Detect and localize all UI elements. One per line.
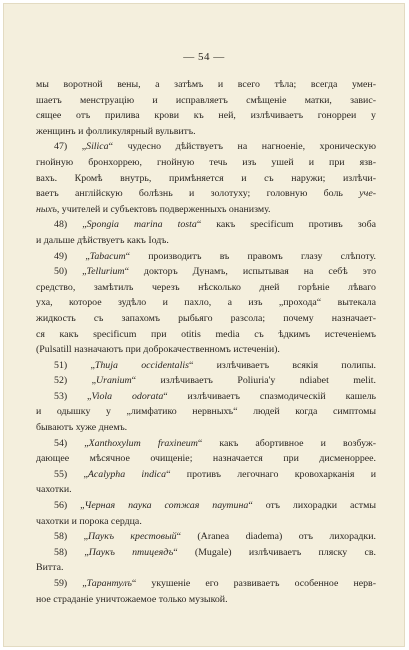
text-line: [36, 311, 376, 327]
text-line: [36, 482, 376, 498]
text-line: [36, 280, 376, 296]
text-segment: “ излѣчиваетъ спазмодическій кашель: [163, 390, 376, 402]
remedy-name: Acalypha indica: [87, 468, 167, 480]
text-segment: бываютъ хуже днемъ.: [36, 422, 128, 434]
text-segment: 55) „: [54, 468, 88, 480]
text-segment: ся какъ specificum при otitis media съ ѣдкимъ истеченіемъ: [36, 328, 376, 340]
text-line: [36, 264, 376, 280]
text-segment: , учителей и субъектовъ подверженныхъ онанизму.: [56, 203, 271, 215]
text-line: [36, 436, 376, 452]
text-segment: “ докторъ Дунамъ, испытывая на себѣ это: [124, 266, 376, 278]
text-line: [36, 498, 376, 514]
text-segment: 47) „: [54, 141, 87, 153]
text-segment: жидкость съ запахомъ рыбьяго разсола; почему назначает-: [36, 312, 376, 324]
text-segment: “ чудесно дѣйствуетъ на нагноеніе, хроническую: [108, 141, 376, 153]
remedy-name: Паукъ птицеядъ: [88, 546, 174, 558]
remedy-name: уче-: [359, 188, 376, 200]
text-segment: 50) „: [54, 266, 87, 278]
text-segment: ваетъ англійскую болѣзнь и золотуху; головную боль: [36, 188, 360, 200]
text-line: [36, 592, 376, 608]
text-line: [36, 233, 376, 249]
text-line: [36, 108, 376, 124]
text-segment: и одышку у „лимфатико нервныхъ“ людей когда симптомы: [36, 406, 376, 418]
text-segment: “ производитъ въ правомъ глазу слѣпоту.: [125, 250, 376, 262]
text-segment: 56) „: [54, 500, 85, 512]
text-segment: “ излѣчиваетъ всякія полипы.: [188, 359, 376, 371]
text-segment: 54) „: [54, 437, 89, 449]
text-segment: 49) „: [54, 250, 90, 262]
remedy-name: Thuja occidentalis: [94, 359, 189, 371]
remedy-name: Viola odorata: [91, 390, 164, 402]
text-line: [36, 451, 376, 467]
text-line: [36, 545, 376, 561]
text-segment: (Pulsatill назначаютъ при доброкачественномъ истеченіи).: [36, 344, 280, 356]
text-line: [36, 560, 376, 576]
remedy-name: Tabacum: [89, 250, 126, 262]
text-segment: ное страданіе уничтожаемое только музыкой.: [36, 593, 228, 605]
text-segment: “ противъ легочнаго кровохарканія и: [166, 468, 376, 480]
text-line: [36, 186, 376, 202]
remedy-name: Черная паука сотжая паутина: [84, 500, 249, 512]
page-text-body: [36, 77, 376, 607]
text-segment: “ укушеніе его развиваетъ особенное нерв-: [131, 578, 376, 589]
text-line: [36, 124, 376, 140]
text-line: [36, 373, 376, 389]
text-line: [36, 420, 376, 436]
text-segment: 52) „: [54, 375, 96, 387]
text-segment: 48) „: [54, 219, 87, 231]
text-segment: “ какъ specificum противъ зоба: [196, 219, 376, 231]
text-line: [36, 404, 376, 420]
book-page: [3, 3, 405, 647]
text-line: [36, 576, 376, 592]
text-segment: “ (Mugale) излѣчиваетъ пляску св.: [173, 546, 376, 558]
text-segment: чахотки и порока сердца.: [36, 515, 142, 527]
remedy-name: Tellurium: [86, 266, 125, 278]
text-line: [36, 155, 376, 171]
text-segment: дающее мѣсячное очищеніе; назначается при дисменоррее.: [36, 453, 376, 465]
remedy-name: ныхъ: [36, 203, 57, 215]
remedy-name: Spongia marina tosta: [86, 219, 197, 231]
text-segment: чахотки.: [36, 484, 72, 496]
text-segment: мы воротной вены, а затѣмъ и всего тѣла; всегда умен-: [36, 79, 376, 90]
text-line: [36, 295, 376, 311]
text-line: [36, 93, 376, 109]
text-segment: и дальше дѣйствуетъ какъ Iодъ.: [36, 234, 169, 246]
text-segment: Витта.: [36, 562, 64, 574]
page-number: — 54 —: [183, 51, 225, 63]
text-segment: вахъ. Кромѣ внутрь, примѣняется и съ наружи; излѣчи-: [36, 172, 376, 184]
text-segment: “ излѣчиваетъ Poliuria'у ndiabet melit.: [131, 375, 376, 387]
text-line: [36, 139, 376, 155]
text-segment: 53) „: [54, 390, 92, 402]
text-segment: гнойную бронхоррею, гнойную течь изъ ушей и при язв-: [36, 156, 376, 168]
text-segment: “ отъ лихорадки астмы: [248, 500, 376, 512]
text-line: [36, 389, 376, 405]
text-line: [36, 342, 376, 358]
text-line: [36, 171, 376, 187]
text-segment: 51) „: [54, 359, 95, 371]
remedy-name: Uranium: [95, 375, 132, 387]
text-line: [36, 202, 376, 218]
remedy-name: Silica: [86, 141, 109, 153]
text-line: [36, 327, 376, 343]
text-line: [36, 249, 376, 265]
text-segment: сящее отъ прилива крови къ ней, излѣчиваетъ гонорреи у: [36, 110, 376, 122]
text-segment: женщинъ и фолликулярный вульвитъ.: [36, 125, 196, 137]
remedy-name: Паукъ крестовый: [87, 531, 177, 543]
text-line: [36, 467, 376, 483]
remedy-name: Xanthoxylum fraxineum: [88, 437, 198, 449]
text-line: [36, 217, 376, 233]
text-segment: 58) „: [54, 531, 88, 543]
text-segment: 58) „: [54, 546, 89, 558]
text-segment: шаетъ менструацію и исправляетъ смѣщеніе матки, завис-: [36, 94, 376, 106]
remedy-name: Тарантулъ: [86, 578, 132, 589]
text-segment: “ какъ абортивное и возбуж-: [197, 437, 376, 449]
text-line: [36, 529, 376, 545]
text-line: [36, 358, 376, 374]
text-segment: 59) „: [54, 578, 87, 589]
text-segment: средство, замѣтилъ черезъ нѣсколько дней горѣніе лѣваго: [36, 281, 376, 293]
text-segment: уха, которое зудѣло и пахло, а изъ „прохода“ вытекала: [36, 297, 376, 309]
text-line: [36, 514, 376, 530]
text-line: [36, 77, 376, 93]
text-segment: “ (Aranea diadema) отъ лихорадки.: [176, 531, 376, 543]
